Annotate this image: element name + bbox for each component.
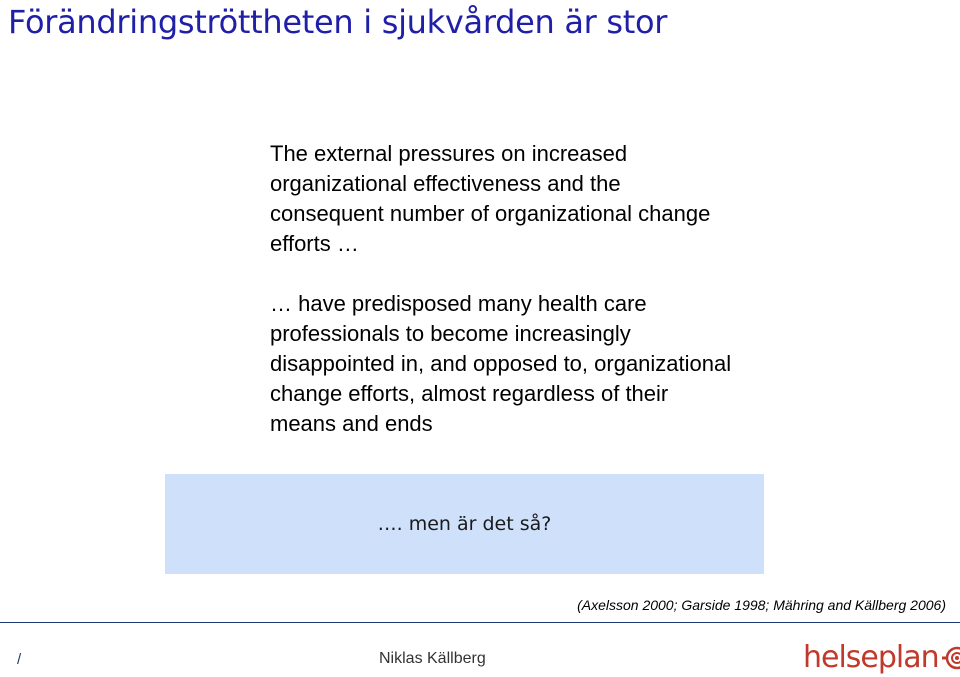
footer-divider xyxy=(0,622,960,623)
target-circle-icon xyxy=(942,645,960,671)
slide-title: Förändringströttheten i sjukvården är stor xyxy=(8,3,668,41)
quote-block xyxy=(270,139,740,439)
quote-paragraph-1: The external pressures on increased organizational effectiveness and the consequent number of organizational change efforts … xyxy=(270,141,711,256)
logo-text: helseplan xyxy=(803,640,939,675)
quote-paragraph-2: … have predisposed many health care professionals to become increasingly disappointed in, and opposed to, organizational change efforts, almost regardless of their means and ends xyxy=(270,291,732,436)
callout-text: …. men är det så? xyxy=(377,513,552,535)
callout-box xyxy=(165,474,764,574)
author-name: Niklas Källberg xyxy=(379,650,486,667)
helseplan-logo xyxy=(803,640,960,676)
slide-number: / xyxy=(17,651,22,668)
citation: (Axelsson 2000; Garside 1998; Mähring and Källberg 2006) xyxy=(577,597,946,613)
